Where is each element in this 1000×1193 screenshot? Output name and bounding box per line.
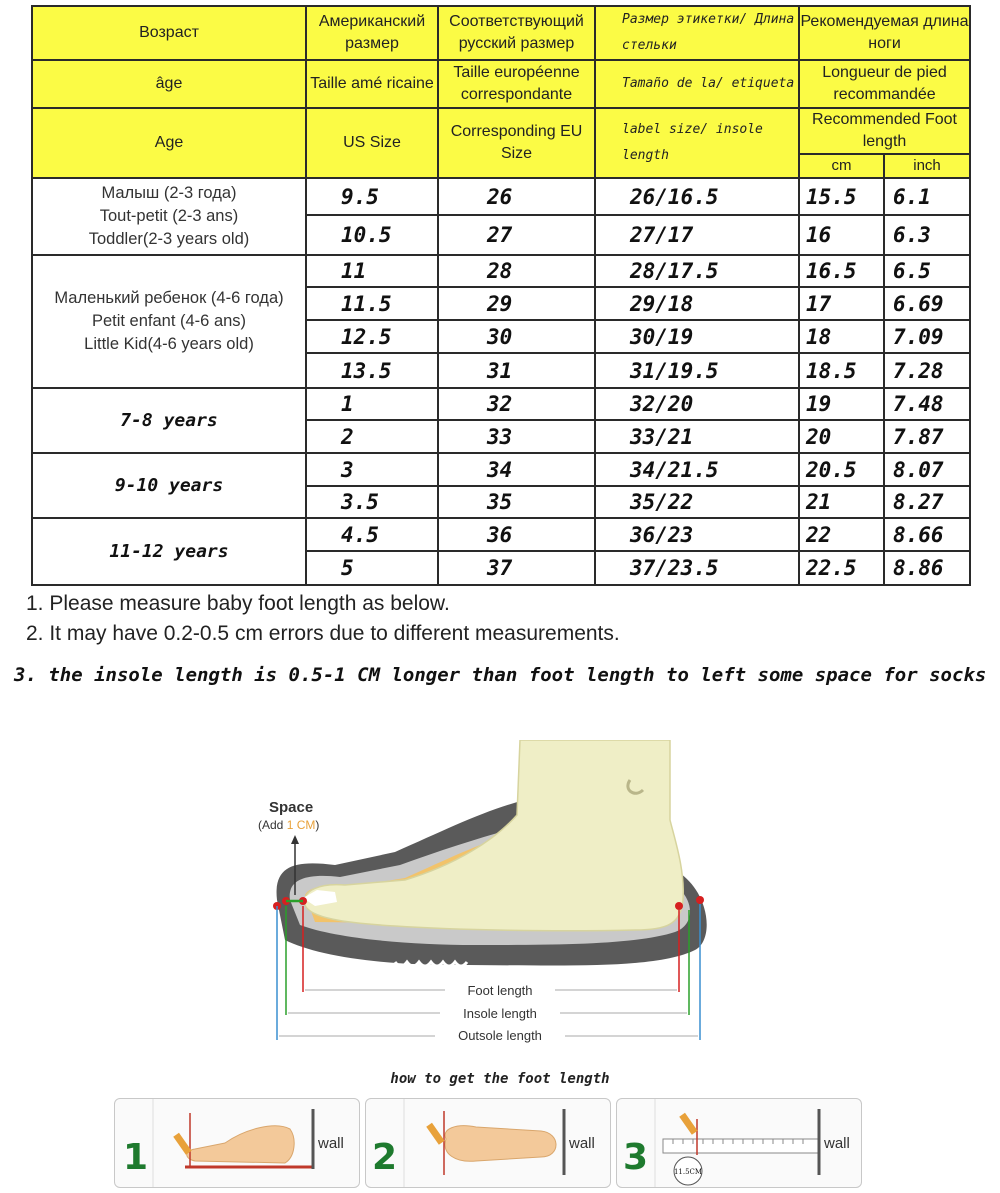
table-row	[32, 388, 970, 420]
age-group-toddler	[32, 178, 306, 255]
age-group-line: Маленький ребенок (4-6 года)	[54, 289, 284, 307]
us-size-cell: 4.5	[306, 518, 438, 551]
space-arrowhead	[291, 835, 299, 844]
foot-cm-cell: 15.5	[799, 178, 884, 215]
header-foot-ru: Рекомендуемая длина ноги	[799, 6, 970, 60]
label-size-cell: 27/17	[595, 215, 799, 255]
foot-inch-cell: 7.48	[884, 388, 970, 420]
eu-size-cell: 31	[438, 353, 595, 388]
foot-inch-cell: 8.27	[884, 486, 970, 518]
foot-cm-cell: 21	[799, 486, 884, 518]
pencil-icon	[173, 1133, 191, 1155]
header-label-ru: Размер этикетки/ Длина стельки	[595, 6, 799, 60]
eu-size-cell: 36	[438, 518, 595, 551]
label-size-cell: 33/21	[595, 420, 799, 453]
foot-cm-cell: 20.5	[799, 453, 884, 486]
insole-length-label: Insole length	[463, 1006, 537, 1021]
us-size-cell: 9.5	[306, 178, 438, 215]
ruler-reading: 11.5CM	[673, 1168, 703, 1176]
space-add-value: 1 CM	[286, 818, 316, 832]
eu-size-cell: 34	[438, 453, 595, 486]
label-size-cell: 30/19	[595, 320, 799, 353]
foot-inch-cell: 7.09	[884, 320, 970, 353]
header-foot-fr: Longueur de pied recommandée	[799, 60, 970, 108]
foot-end-marker	[675, 902, 683, 910]
foot-top-view	[445, 1126, 556, 1162]
note-insole-space: 3. the insole length is 0.5-1 CM longer than foot length to left some space for socks	[14, 664, 987, 686]
eu-size-cell: 32	[438, 388, 595, 420]
table-row	[32, 178, 970, 215]
us-size-cell: 3	[306, 453, 438, 486]
age-group-line: Little Kid(4-6 years old)	[84, 335, 254, 353]
label-size-cell: 34/21.5	[595, 453, 799, 486]
note-measure: 1. Please measure baby foot length as below.	[26, 592, 450, 615]
age-group-line: Toddler(2-3 years old)	[88, 230, 250, 248]
size-chart-table	[31, 5, 971, 586]
us-size-cell: 2	[306, 420, 438, 453]
label-size-cell: 35/22	[595, 486, 799, 518]
step-number: 2	[372, 1137, 398, 1178]
foot-inch-cell: 6.5	[884, 255, 970, 287]
age-group-line: Petit enfant (4-6 ans)	[91, 312, 247, 330]
how-to-title: how to get the foot length	[390, 1071, 610, 1087]
wall-label: wall	[569, 1135, 595, 1152]
age-group-7-8: 7-8 years	[32, 388, 306, 453]
header-eu-fr: Taille européenne correspondante	[438, 60, 595, 108]
us-size-cell: 11.5	[306, 287, 438, 320]
label-size-cell: 26/16.5	[595, 178, 799, 215]
foot-length-label: Foot length	[467, 983, 533, 998]
header-label-en: label size/ insole length	[595, 108, 799, 178]
wall-label: wall	[318, 1135, 344, 1152]
foot-cm-cell: 22.5	[799, 551, 884, 585]
foot-inch-cell: 8.66	[884, 518, 970, 551]
foot-cm-cell: 18.5	[799, 353, 884, 388]
us-size-cell: 3.5	[306, 486, 438, 518]
outsole-end-marker	[696, 896, 704, 904]
label-size-cell: 37/23.5	[595, 551, 799, 585]
us-size-cell: 1	[306, 388, 438, 420]
age-group-11-12: 11-12 years	[32, 518, 306, 585]
us-size-cell: 11	[306, 255, 438, 287]
label-size-cell: 28/17.5	[595, 255, 799, 287]
pencil-icon	[426, 1123, 444, 1145]
step-number: 3	[623, 1137, 649, 1178]
step-3-panel	[616, 1098, 862, 1188]
foot-cm-cell: 20	[799, 420, 884, 453]
header-age-en: Age	[32, 108, 306, 178]
header-row-ru	[32, 6, 970, 60]
foot-cm-cell: 17	[799, 287, 884, 320]
foot-cm-cell: 19	[799, 388, 884, 420]
foot-inch-cell: 7.28	[884, 353, 970, 388]
table-row	[32, 518, 970, 551]
label-size-cell: 29/18	[595, 287, 799, 320]
header-us-en: US Size	[306, 108, 438, 178]
foot-cm-cell: 22	[799, 518, 884, 551]
table-row	[32, 453, 970, 486]
header-eu-ru: Соответствующий русский размер	[438, 6, 595, 60]
age-group-line: Tout-petit (2-3 ans)	[99, 207, 239, 225]
us-size-cell: 10.5	[306, 215, 438, 255]
age-group-line: Малыш (2-3 года)	[101, 184, 237, 202]
header-row-en	[32, 108, 970, 154]
foot-inch-cell: 6.1	[884, 178, 970, 215]
eu-size-cell: 29	[438, 287, 595, 320]
shoe-measurement-diagram	[255, 740, 725, 1055]
outsole-length-label: Outsole length	[458, 1028, 542, 1043]
foot-inch-cell: 7.87	[884, 420, 970, 453]
eu-size-cell: 26	[438, 178, 595, 215]
header-eu-en: Corresponding EU Size	[438, 108, 595, 178]
us-size-cell: 5	[306, 551, 438, 585]
eu-size-cell: 37	[438, 551, 595, 585]
pencil-icon	[679, 1113, 697, 1135]
space-add-label	[258, 818, 319, 832]
foot-inch-cell: 6.3	[884, 215, 970, 255]
age-group-9-10: 9-10 years	[32, 453, 306, 518]
us-size-cell: 12.5	[306, 320, 438, 353]
foot-side-view	[187, 1126, 294, 1163]
space-add-suffix: )	[315, 818, 320, 832]
space-add-prefix: (Add	[258, 818, 287, 832]
eu-size-cell: 27	[438, 215, 595, 255]
label-size-cell: 32/20	[595, 388, 799, 420]
header-row-fr	[32, 60, 970, 108]
header-us-fr: Taille amé ricaine	[306, 60, 438, 108]
eu-size-cell: 33	[438, 420, 595, 453]
step-2-panel	[365, 1098, 611, 1188]
header-us-ru: Американский размер	[306, 6, 438, 60]
foot-inch-cell: 6.69	[884, 287, 970, 320]
eu-size-cell: 28	[438, 255, 595, 287]
sole-grooves	[395, 962, 467, 966]
age-group-little-kid	[32, 255, 306, 388]
header-label-es: Tamaño de la/ etiqueta	[595, 60, 799, 108]
foot-shape	[305, 740, 684, 931]
foot-inch-cell: 8.07	[884, 453, 970, 486]
foot-cm-cell: 16	[799, 215, 884, 255]
foot-inch-cell: 8.86	[884, 551, 970, 585]
us-size-cell: 13.5	[306, 353, 438, 388]
wall-label: wall	[824, 1135, 850, 1152]
unit-cm: cm	[799, 154, 884, 178]
label-size-cell: 36/23	[595, 518, 799, 551]
foot-cm-cell: 18	[799, 320, 884, 353]
step-1-panel	[114, 1098, 360, 1188]
eu-size-cell: 35	[438, 486, 595, 518]
header-age-ru: Возраст	[32, 6, 306, 60]
ruler	[663, 1139, 819, 1153]
eu-size-cell: 30	[438, 320, 595, 353]
header-foot-en: Recommended Foot length	[799, 108, 970, 154]
label-size-cell: 31/19.5	[595, 353, 799, 388]
step-number: 1	[123, 1137, 149, 1178]
space-title: Space	[269, 799, 314, 816]
unit-inch: inch	[884, 154, 970, 178]
table-row	[32, 255, 970, 287]
note-errors: 2. It may have 0.2-0.5 cm errors due to different measurements.	[26, 622, 620, 645]
foot-cm-cell: 16.5	[799, 255, 884, 287]
header-age-fr: âge	[32, 60, 306, 108]
